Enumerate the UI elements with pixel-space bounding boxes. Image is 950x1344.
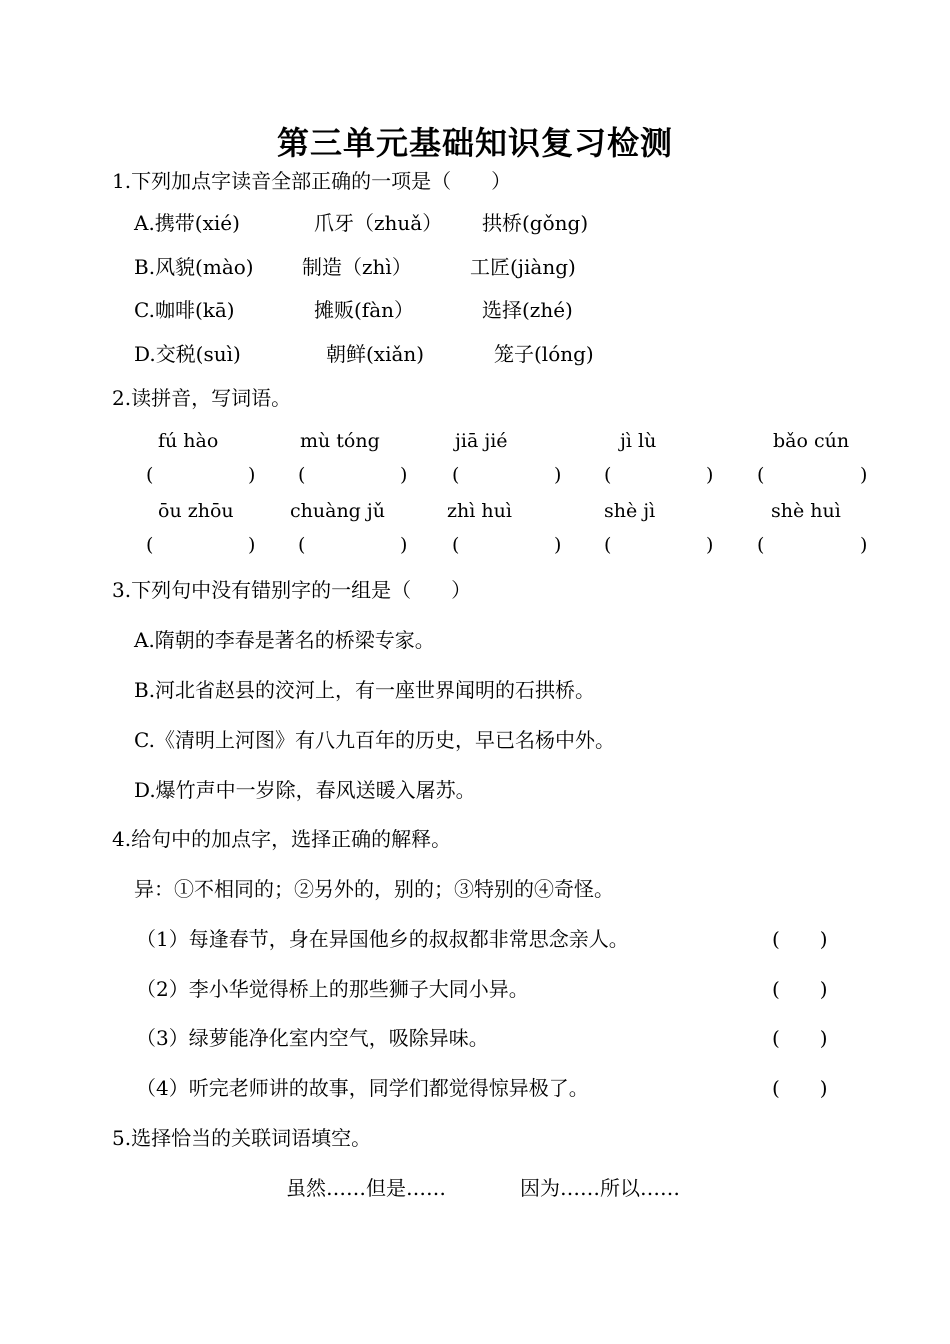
pinyin-prompt: chuàng jǔ	[290, 500, 386, 522]
blank-open-paren: (	[146, 464, 154, 486]
blank-open-paren: (	[757, 534, 765, 556]
answer-paren: ( )	[772, 1076, 828, 1100]
blank-close-paren: )	[860, 464, 868, 486]
option-word: 选择(zhé)	[482, 298, 573, 322]
q3-option-d: D.爆竹声中一岁除，春风送暖入屠苏。	[134, 778, 476, 802]
answer-paren: ( )	[772, 927, 828, 951]
q4-item-3: （3）绿萝能净化室内空气，吸除异味。	[136, 1026, 489, 1050]
q1-stem: 1.下列加点字读音全部正确的一项是（ ）	[112, 169, 512, 193]
option-word: 携带(xié)	[154, 211, 240, 235]
blank-close-paren: )	[248, 534, 256, 556]
blank-open-paren: (	[604, 464, 612, 486]
pinyin-prompt: mù tóng	[300, 430, 380, 452]
option-word: 爪牙（zhuǎ）	[314, 211, 443, 235]
q1-option-c	[134, 300, 235, 320]
blank-close-paren: )	[400, 464, 408, 486]
blank-close-paren: )	[860, 534, 868, 556]
option-label: A.	[134, 211, 155, 235]
q5-stem: 5.选择恰当的关联词语填空。	[112, 1126, 372, 1150]
q2-stem: 2.读拼音，写词语。	[112, 386, 292, 410]
pinyin-prompt: fú hào	[158, 430, 219, 452]
option-word: 咖啡(kā)	[154, 298, 235, 322]
blank-open-paren: (	[452, 464, 460, 486]
blank-open-paren: (	[298, 464, 306, 486]
q5-choice-2: 因为……所以……	[520, 1176, 680, 1200]
blank-close-paren: )	[554, 464, 562, 486]
q3-option-c: C.《清明上河图》有八九百年的历史，早已名杨中外。	[134, 728, 615, 752]
q3-stem: 3.下列句中没有错别字的一组是（ ）	[112, 578, 472, 602]
option-word: 风貌(mào)	[155, 255, 254, 279]
option-label: C.	[134, 298, 155, 322]
q1-option-a	[134, 213, 240, 233]
option-word: 工匠(jiàng)	[470, 255, 576, 279]
q4-meanings: 异：①不相同的；②另外的，别的；③特别的④奇怪。	[134, 877, 614, 901]
blank-close-paren: )	[706, 534, 714, 556]
q3-option-a: A.隋朝的李春是著名的桥梁专家。	[134, 628, 435, 652]
pinyin-prompt: jiā jié	[455, 430, 508, 452]
blank-open-paren: (	[757, 464, 765, 486]
blank-open-paren: (	[298, 534, 306, 556]
option-word: 交税(suì)	[155, 342, 241, 366]
pinyin-prompt: bǎo cún	[773, 430, 850, 452]
q3-option-b: B.河北省赵县的洨河上，有一座世界闻明的石拱桥。	[134, 678, 596, 702]
q4-stem: 4.给句中的加点字，选择正确的解释。	[112, 827, 452, 851]
pinyin-prompt: ōu zhōu	[158, 500, 234, 522]
q5-choice-1: 虽然……但是……	[286, 1176, 446, 1200]
q1-option-b	[134, 257, 254, 277]
q4-item-4: （4）听完老师讲的故事，同学们都觉得惊异极了。	[136, 1076, 589, 1100]
blank-close-paren: )	[248, 464, 256, 486]
pinyin-prompt: shè jì	[604, 500, 656, 522]
blank-open-paren: (	[452, 534, 460, 556]
pinyin-prompt: shè huì	[771, 500, 841, 522]
blank-close-paren: )	[400, 534, 408, 556]
option-label: D.	[134, 342, 156, 366]
option-label: B.	[134, 255, 156, 279]
q4-item-2: （2）李小华觉得桥上的那些狮子大同小异。	[136, 977, 529, 1001]
option-word: 制造（zhì）	[302, 255, 412, 279]
q1-option-d	[134, 344, 241, 364]
answer-paren: ( )	[772, 1026, 828, 1050]
option-word: 朝鲜(xiǎn)	[326, 342, 425, 366]
option-word: 摊贩(fàn）	[314, 298, 415, 322]
pinyin-prompt: jì lù	[620, 430, 657, 452]
q4-item-1: （1）每逢春节，身在异国他乡的叔叔都非常思念亲人。	[136, 927, 629, 951]
blank-close-paren: )	[706, 464, 714, 486]
blank-close-paren: )	[554, 534, 562, 556]
option-word: 拱桥(gǒng)	[482, 211, 589, 235]
pinyin-prompt: zhì huì	[447, 500, 512, 522]
page-title: 第三单元基础知识复习检测	[276, 124, 673, 162]
answer-paren: ( )	[772, 977, 828, 1001]
blank-open-paren: (	[604, 534, 612, 556]
option-word: 笼子(lóng)	[494, 342, 594, 366]
blank-open-paren: (	[146, 534, 154, 556]
